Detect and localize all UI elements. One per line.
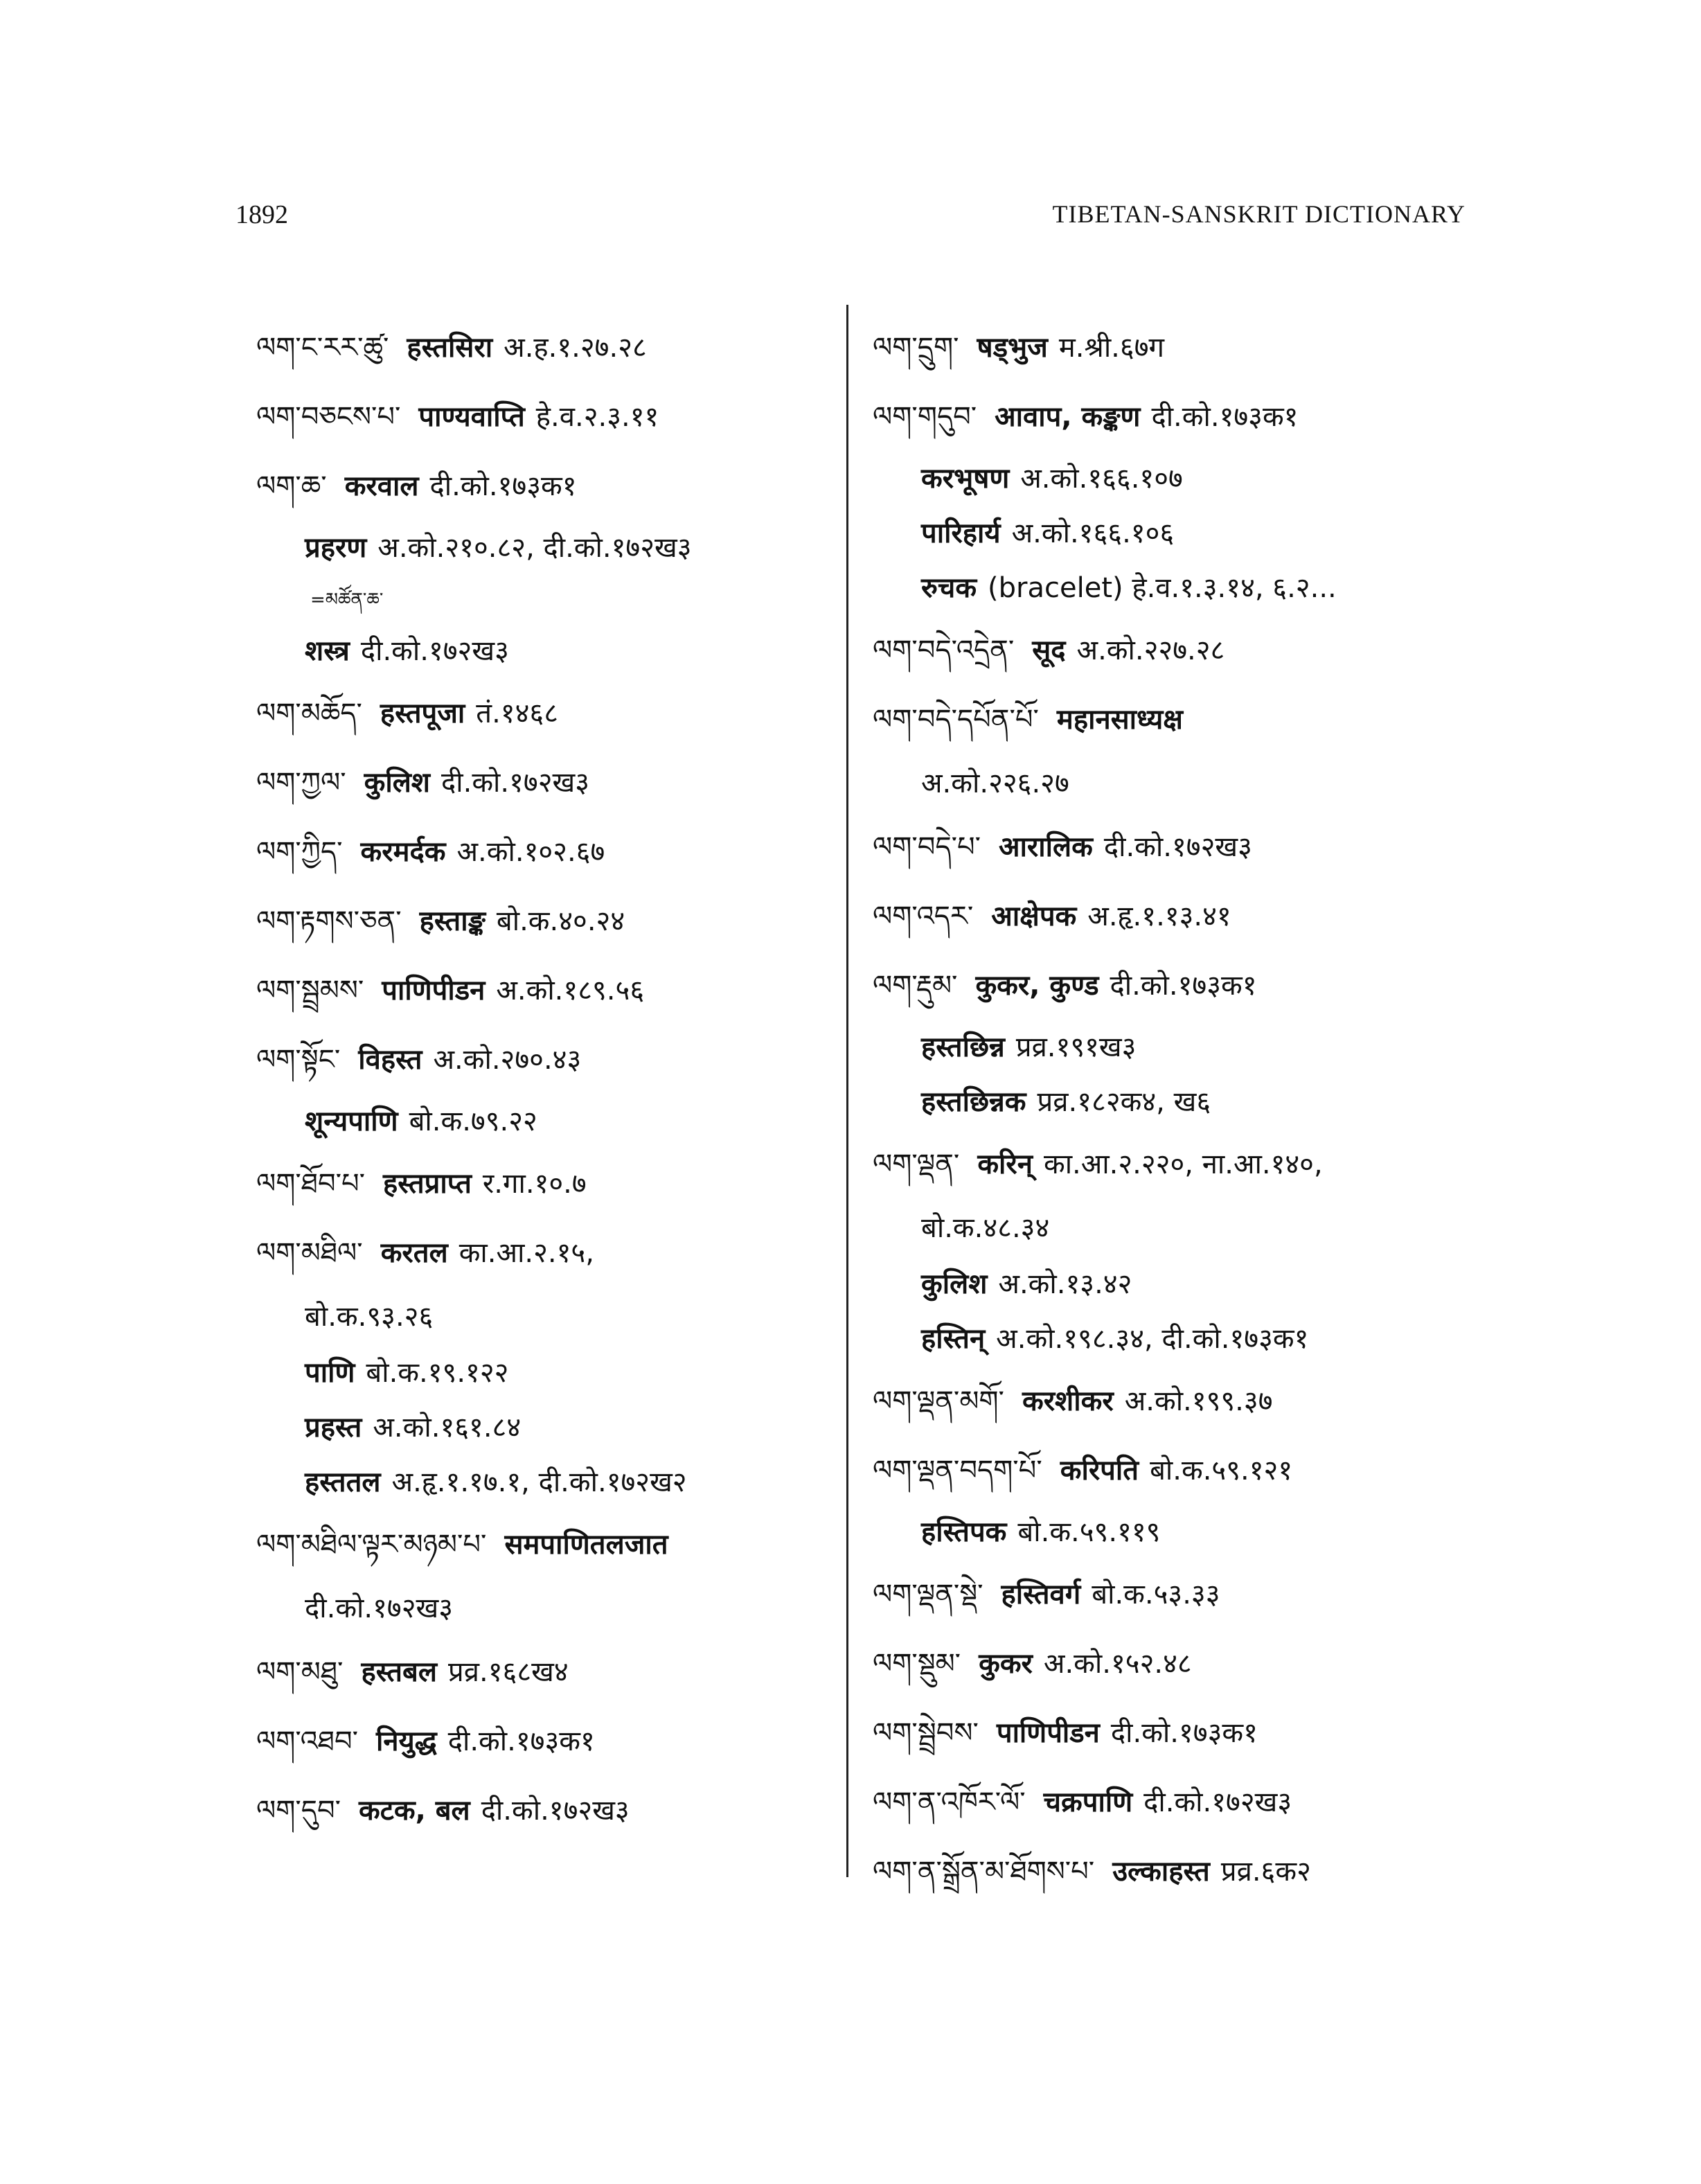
source-reference: अ.हृ.१.१३.४१ [1087,900,1231,932]
sanskrit-equivalent: पाणिपीडन [996,1717,1100,1749]
dictionary-entry [873,1837,1510,1906]
sanskrit-equivalent: हस्तिन् [921,1323,986,1355]
tibetan-headword: ལག་ཆ་ [256,470,327,502]
dictionary-entry [256,452,893,521]
sanskrit-equivalent: पाणिपीडन [382,975,486,1006]
sanskrit-equivalent: करिपति [1060,1455,1139,1486]
tibetan-headword: ལག་མཐིལ་ [256,1237,363,1269]
dictionary-entry [873,1436,1510,1505]
tibetan-headword: ལག་སྡུམ་ [873,1648,961,1680]
dictionary-entry [873,1020,1510,1075]
source-reference: अ.को.१९८.३४, दी.को.१७३क१ [996,1323,1309,1355]
dictionary-entry [256,1346,893,1401]
source-reference: दी.को.१७३क१ [429,470,577,502]
sanskrit-equivalent: हस्ताङ्क [419,905,486,937]
sanskrit-equivalent: हस्तछिन्न [921,1031,1005,1063]
dictionary-entry [873,813,1510,882]
dictionary-entry [873,452,1510,506]
dictionary-entry [256,1025,893,1094]
dictionary-entry [873,1312,1510,1367]
page-number: 1892 [235,200,288,229]
source-reference: का.आ.२.२२०, ना.आ.१४०, [1043,1148,1323,1180]
tibetan-headword: ལག་ཀྱིད་ [256,836,343,868]
source-reference: अ.को.१९९.३७ [1124,1385,1273,1417]
dictionary-entry [873,1629,1510,1698]
tibetan-headword: ལག་བཅངས་པ་ [256,401,401,433]
sanskrit-equivalent: शून्यपाणि [305,1106,398,1137]
dictionary-entry [256,624,893,679]
source-reference: =མཚོན་ཆ་ [310,589,384,610]
source-reference: (bracelet) हे.व.१.३.१४, ६.२... [988,572,1337,604]
dictionary-entry [873,1367,1510,1436]
dictionary-entry [256,817,893,887]
source-reference: अ.को.१६६.१०७ [1020,463,1183,495]
tibetan-headword: ལག་འཐབ་ [256,1725,358,1757]
sanskrit-equivalent: करिन् [977,1148,1033,1180]
dictionary-entry [256,521,893,576]
tibetan-headword: ལག་སྦྲམས་ [256,975,364,1006]
source-reference: हे.व.२.३.११ [535,401,659,433]
sanskrit-equivalent: कुकर [979,1648,1033,1680]
source-reference: अ.को.२२७.२८ [1076,634,1225,666]
tibetan-headword: ལག་ན་འཁོར་ལོ་ [873,1786,1026,1818]
tibetan-headword: ལག་ལྡན་མགོ་ [873,1385,1004,1417]
dictionary-entry [256,679,893,748]
dictionary-entry [873,685,1510,754]
source-reference: दी.को.१७३क१ [1151,401,1299,433]
tibetan-headword: ལག་རྡུམ་ [873,970,958,1002]
tibetan-headword: ལག་བདེ་དཔོན་པོ་ [873,704,1039,736]
tibetan-headword: ལག་དྲུག་ [873,332,959,364]
sanskrit-equivalent: करभूषण [921,463,1010,495]
source-reference: दी.को.१७२ख३ [1143,1786,1292,1818]
dictionary-entry [873,882,1510,951]
sanskrit-equivalent: आक्षेपक [991,900,1077,932]
tibetan-headword: ལག་མཐུ་ [256,1656,344,1688]
sanskrit-equivalent: करवाल [344,470,419,502]
source-reference: का.आ.२.१५, [458,1237,594,1269]
source-reference: दी.को.१७२ख३ [481,1795,630,1827]
tibetan-headword: ལག་བདེ་འདྲེན་ [873,634,1015,666]
sanskrit-equivalent: उल्काहस्त [1112,1856,1210,1888]
sanskrit-equivalent: हस्तिपक [921,1516,1007,1548]
source-reference: दी.को.१७२ख३ [360,635,509,667]
source-reference: अ.हृ.१.१७.१, दी.को.१७२ख२ [391,1466,687,1498]
source-reference: दी.को.१७२ख३ [1103,831,1252,863]
dictionary-entry [256,887,893,956]
dictionary-entry [256,748,893,817]
dictionary-entry [256,576,893,624]
dictionary-entry [256,956,893,1025]
source-reference: प्रव्र.१९१ख३ [1015,1031,1137,1063]
sanskrit-equivalent: हस्तछिन्नक [921,1086,1026,1118]
dictionary-entry [256,1707,893,1776]
sanskrit-equivalent: हस्तसिरा [407,332,493,364]
dictionary-entry [873,951,1510,1020]
page-header [235,199,1466,234]
source-reference: बो.क.९३.२६ [305,1301,434,1333]
sanskrit-equivalent: प्रहस्त [305,1412,362,1444]
tibetan-headword: ལག་བདེ་པ་ [873,831,981,863]
dictionary-entry [256,1455,893,1510]
dictionary-entry [873,1257,1510,1312]
tibetan-headword: ལག་ཐོབ་པ་ [256,1168,366,1200]
source-reference: प्रव्र.१६८ख४ [448,1656,569,1688]
right-column [873,313,1510,1906]
source-reference: दी.को.१७३क१ [447,1725,595,1757]
dictionary-entry [873,616,1510,685]
dictionary-entry [873,313,1510,382]
source-reference: बो.क.५९.११९ [1017,1516,1161,1548]
source-reference: बो.क.१९.१२२ [366,1357,509,1389]
source-reference: अ.को.१३.४२ [998,1268,1132,1300]
dictionary-entry [256,1149,893,1218]
tibetan-headword: ལག་ཀྱལ་ [256,767,346,799]
source-reference: अ.को.१५२.४८ [1043,1648,1192,1680]
tibetan-headword: ལག་ལྡན་ [873,1148,960,1180]
tibetan-headword: ལག་སྦྲེབས་ [873,1717,979,1749]
left-column [256,313,893,1845]
sanskrit-equivalent: सूद [1032,634,1066,666]
column-divider [846,305,848,1877]
source-reference: बो.क.४८.३४ [921,1212,1050,1244]
source-reference: अ.को.१०२.६७ [456,836,605,868]
source-reference: दी.को.१७२ख३ [441,767,590,799]
dictionary-entry [256,1094,893,1149]
tibetan-headword: ལག་རྟགས་ཅན་ [256,905,402,937]
source-reference: बो.क.४०.२४ [496,905,625,937]
dictionary-entry [256,1579,893,1637]
source-reference: अ.को.२७०.४३ [433,1044,582,1076]
source-reference: तं.१४६८ [476,698,559,729]
sanskrit-equivalent: हस्तबल [361,1656,438,1688]
source-reference: अ.को.१८९.५६ [496,975,645,1006]
sanskrit-equivalent: करमर्दक [360,836,446,868]
dictionary-entry [873,561,1510,616]
tibetan-headword: ལག་སྟོང་ [256,1044,341,1076]
sanskrit-equivalent: महानसाध्यक्ष [1056,704,1183,736]
sanskrit-equivalent: कटक, बल [359,1795,470,1827]
sanskrit-equivalent: हस्ततल [305,1466,381,1498]
dictionary-entry [873,1505,1510,1560]
source-reference: म.श्री.६७ग [1058,332,1165,364]
sanskrit-equivalent: हस्तपूजा [380,698,465,729]
source-reference: अ.को.१६६.१०६ [1011,517,1175,549]
tibetan-headword: ལག་གདུབ་ [873,401,977,433]
source-reference: अ.ह.१.२७.२८ [504,332,647,364]
dictionary-entry [256,1510,893,1579]
sanskrit-equivalent: आरालिक [999,831,1093,863]
source-reference: अ.को.२१०.८२, दी.को.१७२ख३ [377,532,692,564]
dictionary-entry [256,382,893,452]
dictionary-entry [256,1776,893,1845]
dictionary-entry [873,1560,1510,1629]
sanskrit-equivalent: पाण्यवाप्ति [418,401,525,433]
dictionary-entry [256,1401,893,1455]
sanskrit-equivalent: कुकर, कुण्ड [975,970,1099,1002]
tibetan-headword: ལག་ང་རར་ཚུ་ [256,332,389,364]
tibetan-headword: ལག་མཆོད་ [256,698,362,729]
sanskrit-equivalent: समपाणितलजात [504,1529,668,1561]
sanskrit-equivalent: नियुद्ध [376,1725,437,1757]
tibetan-headword: ལག་ལྡན་སྡེ་ [873,1579,983,1610]
dictionary-entry [256,313,893,382]
source-reference: बो.क.५९.१२१ [1150,1455,1293,1486]
running-head: TIBETAN-SANSKRIT DICTIONARY [1052,200,1466,228]
dictionary-entry [873,1130,1510,1199]
source-reference: र.गा.१०.७ [482,1168,587,1200]
source-reference: अ.को.१६१.८४ [373,1412,522,1444]
tibetan-headword: ལག་དུབ་ [256,1795,341,1827]
dictionary-entry [873,382,1510,452]
source-reference: प्रव्र.६क२ [1220,1856,1311,1888]
tibetan-headword: ལག་མཐིལ་ལྟར་མཉམ་པ་ [256,1529,487,1561]
sanskrit-equivalent: पारिहार्य [921,517,1001,549]
sanskrit-equivalent: हस्तिवर्ग [1001,1579,1081,1610]
sanskrit-equivalent: रुचक [921,572,977,604]
dictionary-entry [873,506,1510,561]
sanskrit-equivalent: प्रहरण [305,532,367,564]
sanskrit-equivalent: चक्रपाणि [1043,1786,1133,1818]
dictionary-entry [256,1637,893,1707]
source-reference: बो.क.७९.२२ [409,1106,537,1137]
tibetan-headword: ལག་ན་སྒྲོན་མ་ཐོགས་པ་ [873,1856,1095,1888]
dictionary-entry [873,1768,1510,1837]
dictionary-entry [873,1075,1510,1130]
sanskrit-equivalent: करशीकर [1022,1385,1114,1417]
source-reference: दी.को.१७३क१ [1110,970,1257,1002]
source-reference: प्रव्र.१८२क४, ख६ [1037,1086,1211,1118]
sanskrit-equivalent: कुलिश [921,1268,988,1300]
sanskrit-equivalent: करतल [380,1237,448,1269]
source-reference: बो.क.५३.३३ [1092,1579,1220,1610]
sanskrit-equivalent: कुलिश [364,767,431,799]
dictionary-entry [256,1288,893,1346]
source-reference: दी.को.१७३क१ [1110,1717,1258,1749]
dictionary-entry [873,754,1510,813]
dictionary-entry [873,1199,1510,1257]
source-reference: दी.को.१७२ख३ [305,1592,454,1624]
sanskrit-equivalent: शस्त्र [305,635,350,667]
dictionary-entry [873,1698,1510,1768]
source-reference: अ.को.२२६.२७ [921,767,1069,799]
sanskrit-equivalent: आवाप, कङ्कण [995,401,1141,433]
tibetan-headword: ལག་ལྡན་བདག་པོ་ [873,1455,1042,1486]
sanskrit-equivalent: विहस्त [358,1044,422,1076]
sanskrit-equivalent: पाणि [305,1357,355,1389]
dictionary-entry [256,1218,893,1288]
sanskrit-equivalent: षड्भुज [977,332,1048,364]
sanskrit-equivalent: हस्तप्राप्त [383,1168,472,1200]
tibetan-headword: ལག་འདར་ [873,900,974,932]
